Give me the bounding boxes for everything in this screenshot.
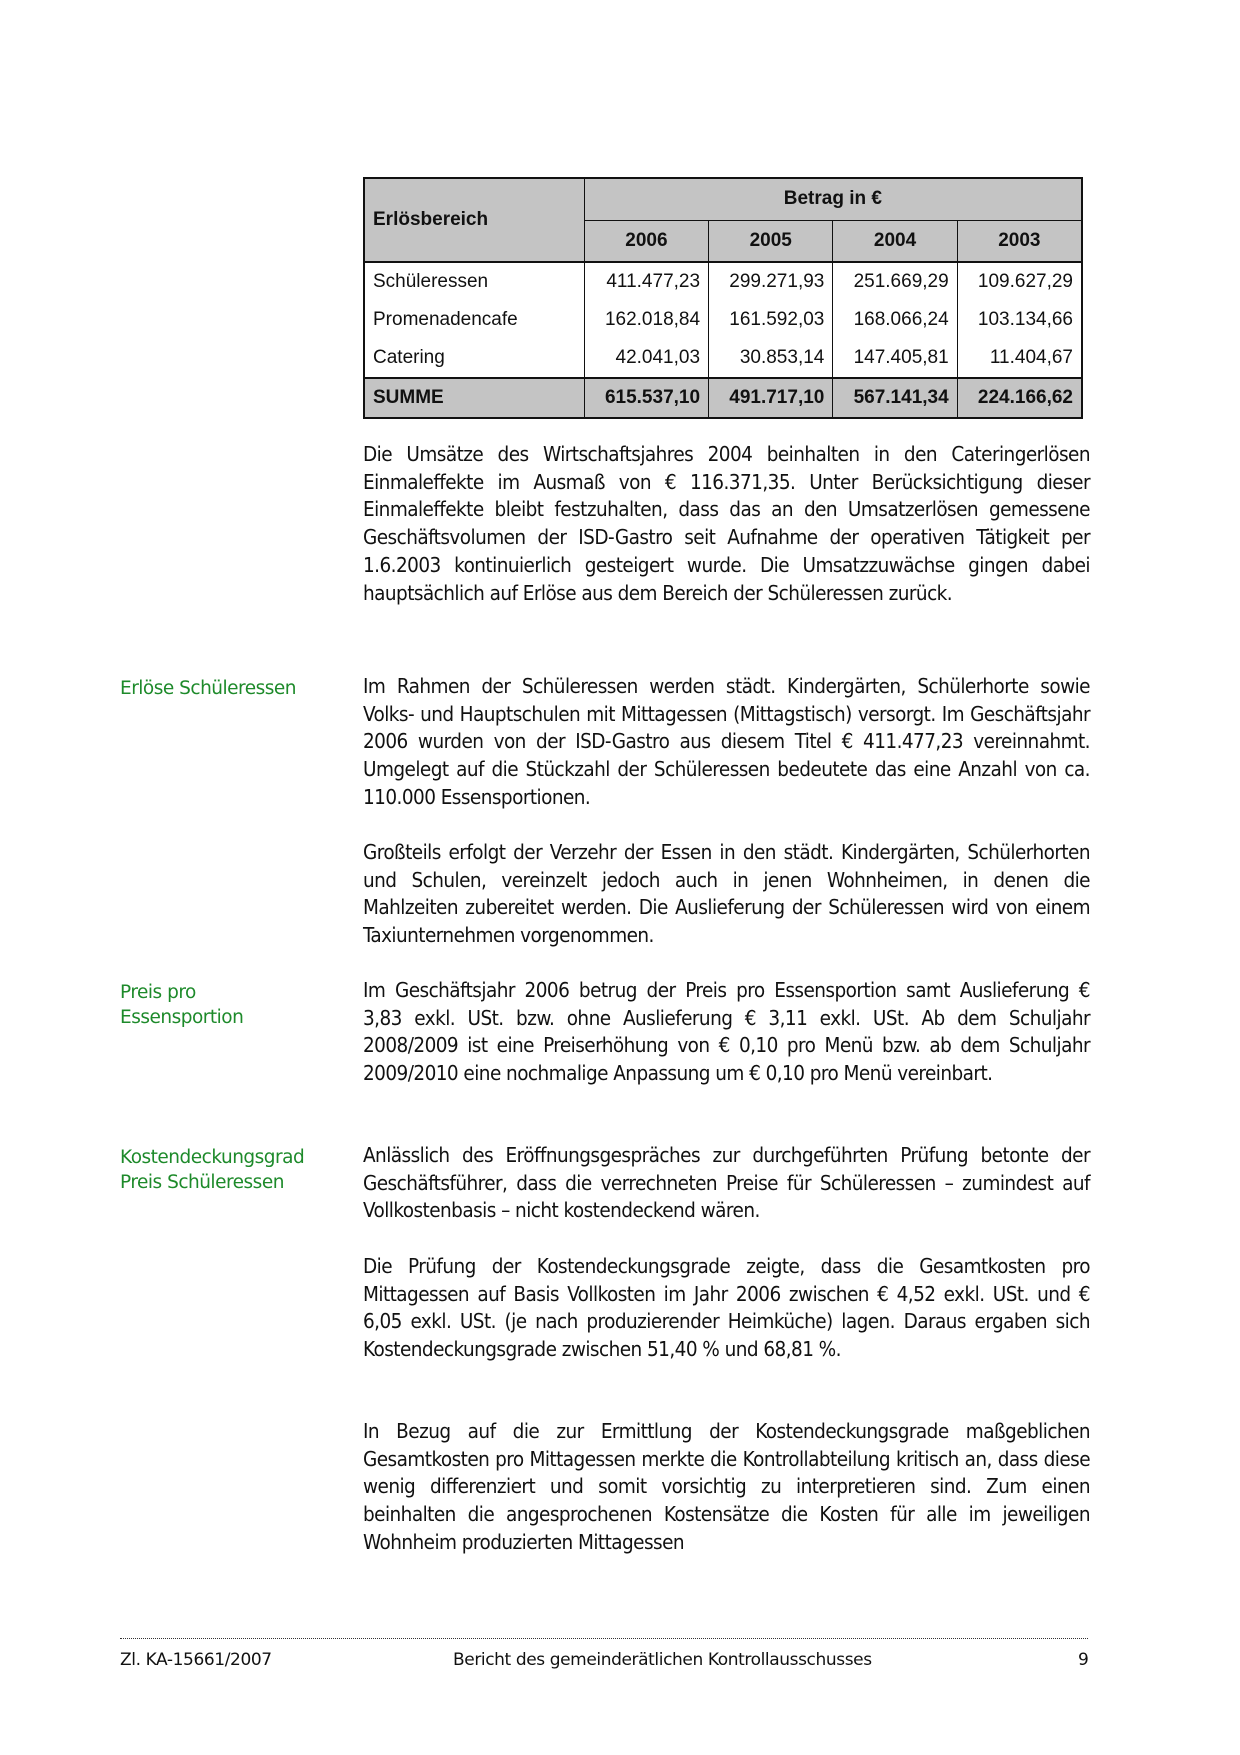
footer-divider xyxy=(120,1638,1088,1639)
paragraph-catering-effects: Die Umsätze des Wirtschaftsjahres 2004 beinhalten in den Cateringerlösen Einmaleffekte im Ausmaß von € 116.371,35. Unter Berücksichtigung dieser Einmaleffekte bleibt festzuhalten, dass das an den Umsatzerlösen gemessene Geschäftsvolumen der ISD-Gastro seit Aufnahme der operativen Tätigkeit per 1.6.2003 kontinuierlich gesteigert wurde. Die Umsatzzuwächse gingen dabei hauptsächlich auf Erlöse aus dem Bereich der Schüleressen zurück. xyxy=(363,442,1090,605)
paragraph-schueleressen: Im Rahmen der Schüleressen werden städt. Kindergärten, Schülerhorte sowie Volks- und Hauptschulen mit Mittagessen (Mittagstisch) versorgt. Im Geschäftsjahr 2006 wurden von der ISD-Gastro aus diesem Titel € 411.477,23 vereinnahmt. Umgelegt auf die Stückzahl der Schüleressen bedeutete das eine Anzahl von ca. 110.000 Essensportionen. xyxy=(363,674,1090,809)
table-header-row xyxy=(364,178,1082,220)
cell-value: 42.041,03 xyxy=(584,339,708,378)
paragraph-preis: Im Geschäftsjahr 2006 betrug der Preis pro Essensportion samt Auslieferung € 3,83 exkl. USt. bzw. ohne Auslieferung € 3,11 exkl. USt. Ab dem Schuljahr 2008/2009 ist eine Preiserhöhung von € 0,10 pro Menü bzw. ab dem Schuljahr 2009/2010 eine nochmalige Anpassung um € 0,10 pro Menü vereinbart. xyxy=(363,978,1090,1086)
row-label: Promenadencafe xyxy=(364,301,584,339)
table-row xyxy=(364,339,1082,378)
table-total-row xyxy=(364,378,1082,418)
year-header: 2003 xyxy=(957,220,1082,262)
cell-value: 299.271,93 xyxy=(709,262,833,301)
year-header: 2005 xyxy=(709,220,833,262)
cell-value: 11.404,67 xyxy=(989,347,1073,368)
paragraph-eroeffnung: Anlässlich des Eröffnungsgespräches zur durchgeführten Prüfung betonte der Geschäftsführer, dass die verrechneten Preise für Schüleressen – zumindest auf Vollkostenbasis – nicht kostendeckend wären. xyxy=(363,1143,1090,1223)
table-row xyxy=(364,301,1082,339)
side-label-preis xyxy=(120,980,330,1030)
cell-value: 411.477,23 xyxy=(584,262,708,301)
amount-header: Betrag in € xyxy=(584,178,1082,220)
cell-value: 251.669,29 xyxy=(833,262,957,301)
cell-value: 147.405,81 xyxy=(833,339,957,378)
paragraph-kostendeckungsgrade: Die Prüfung der Kostendeckungsgrade zeigte, dass die Gesamtkosten pro Mittagessen auf Basis Vollkosten im Jahr 2006 zwischen € 4,52 exkl. USt. und € 6,05 exkl. USt. (je nach produzierender Heimküche) lagen. Daraus ergaben sich Kostendeckungsgrade zwischen 51,40 % und 68,81 %. xyxy=(363,1254,1090,1362)
year-header: 2006 xyxy=(584,220,708,262)
cell-value: 103.134,66 xyxy=(977,309,1073,330)
side-label-kostendeckung xyxy=(120,1145,330,1195)
total-value: 491.717,10 xyxy=(709,378,833,418)
side-label-line: Preis Schüleressen xyxy=(120,1172,284,1193)
category-header: Erlösbereich xyxy=(364,178,584,262)
cell-value: 161.592,03 xyxy=(709,301,833,339)
revenue-table xyxy=(363,177,1083,419)
paragraph-kontrollabteilung: In Bezug auf die zur Ermittlung der Kostendeckungsgrade maßgeblichen Gesamtkosten pro Mittagessen merkte die Kontrollabteilung kritisch an, dass diese wenig differenziert und somit vorsichtig zu interpretieren sind. Zum einen beinhalten die angesprochenen Kostensätze die Kosten für alle im jeweiligen Wohnheim produzierten Mittagessen xyxy=(363,1419,1090,1554)
cell-value: 109.627,29 xyxy=(977,271,1073,292)
side-label-line: Preis pro xyxy=(120,982,196,1003)
cell-value: 162.018,84 xyxy=(584,301,708,339)
total-label: SUMME xyxy=(364,378,584,418)
year-header: 2004 xyxy=(833,220,957,262)
footer-title: Bericht des gemeinderätlichen Kontrollausschusses xyxy=(453,1650,872,1670)
side-label-erloese: Erlöse Schüleressen xyxy=(120,678,297,699)
side-label-line: Kostendeckungsgrad xyxy=(120,1147,305,1168)
page-number: 9 xyxy=(1078,1650,1089,1670)
total-value: 224.166,62 xyxy=(957,378,1082,418)
cell-value: 168.066,24 xyxy=(833,301,957,339)
side-label-line: Essensportion xyxy=(120,1007,244,1028)
total-value: 615.537,10 xyxy=(584,378,708,418)
row-label: Schüleressen xyxy=(364,262,584,301)
total-value: 567.141,34 xyxy=(833,378,957,418)
paragraph-verzehr: Großteils erfolgt der Verzehr der Essen in den städt. Kindergärten, Schülerhorten und Schulen, vereinzelt jedoch auch in jenen Wohnheimen, in denen die Mahlzeiten zubereitet werden. Die Auslieferung der Schüleressen wird von einem Taxiunternehmen vorgenommen. xyxy=(363,840,1090,948)
cell-value: 30.853,14 xyxy=(709,339,833,378)
table-row xyxy=(364,262,1082,301)
row-label: Catering xyxy=(364,339,584,378)
footer-reference: Zl. KA-15661/2007 xyxy=(120,1650,272,1670)
